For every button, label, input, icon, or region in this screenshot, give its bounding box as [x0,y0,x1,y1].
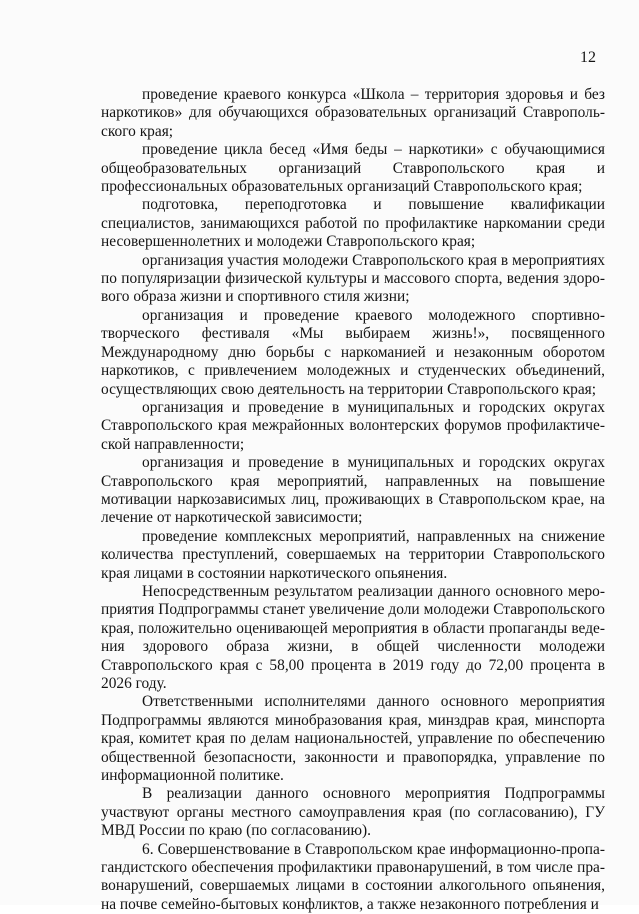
paragraph-volunteer-forums: организация и проведение в муниципальных и городских округах Ставропольского края межрайонных волонтерских форумов профилактической направленности; [101,398,605,453]
paragraph-direct-result: Непосредственным результатом реализации данного основного мероприятия Подпрограммы станет увеличение доли молодежи Ставропольского края, положительно оценивающей мероприятия в области пропаганды ведения здорового образа жизни, в общей численности молодежи Ставропольского края с 58,00 процента в 2019 году до 72,00 процента в 2026 году. [101,582,605,692]
paragraph-section-6: 6. Совершенствование в Ставропольском крае информационно-пропагандистского обеспечения профилактики правонарушений, в том числе правонарушений, совершаемых лицами в состоянии алкогольного опьянения, на почве семейно-бытовых конфликтов, а также незаконного потребления и [101,840,605,913]
paragraph-youth-sport: организация участия молодежи Ставропольского края в мероприятиях по популяризации физической культуры и массового спорта, ведения здорового образа жизни и спортивного стиля жизни; [101,251,605,306]
page-number: 12 [580,49,596,66]
paragraph-crime-reduction: проведение комплексных мероприятий, направленных на снижение количества преступлений, совершаемых на территории Ставропольского края лицами в состоянии наркотического опьянения. [101,527,605,582]
paragraph-participants: В реализации данного основного мероприятия Подпрограммы участвуют органы местного самоуправления края (по согласованию), ГУ МВД России по краю (по согласованию). [101,785,605,840]
paragraph-motivation-events: организация и проведение в муниципальных и городских округах Ставропольского края мероприятий, направленных на повышение мотивации наркозависимых лиц, проживающих в Ставропольском крае, на лечение от наркотической зависимости; [101,454,605,527]
paragraph-festival: организация и проведение краевого молодежного спортивно-творческого фестиваля «Мы выбираем жизнь!», посвященного Международному дню борьбы с наркоманией и незаконным оборотом наркотиков, с привлечением молодежных и студенческих объединений, осуществляющих свою деятельность на территории Ставропольского края; [101,306,605,398]
paragraph-specialist-training: подготовка, переподготовка и повышение квалификации специалистов, занимающихся работой по профилактике наркомании среди несовершеннолетних и молодежи Ставропольского края; [101,196,605,251]
paragraph-contest-school: проведение краевого конкурса «Школа – территория здоровья и без наркотиков» для обучающихся образовательных организаций Ставропольского края; [101,86,605,140]
document-body [101,86,605,914]
paragraph-responsible-executors: Ответственными исполнителями данного основного мероприятия Подпрограммы являются минобразования края, минздрав края, минспорта края, комитет края по делам национальностей, управление по обеспечению общественной безопасности, законности и правопорядка, управление по информационной политике. [101,693,605,785]
paragraph-talks-cycle: проведение цикла бесед «Имя беды – наркотики» с обучающимися общеобразовательных организаций Ставропольского края и профессиональных образовательных организаций Ставропольского края; [101,141,605,196]
